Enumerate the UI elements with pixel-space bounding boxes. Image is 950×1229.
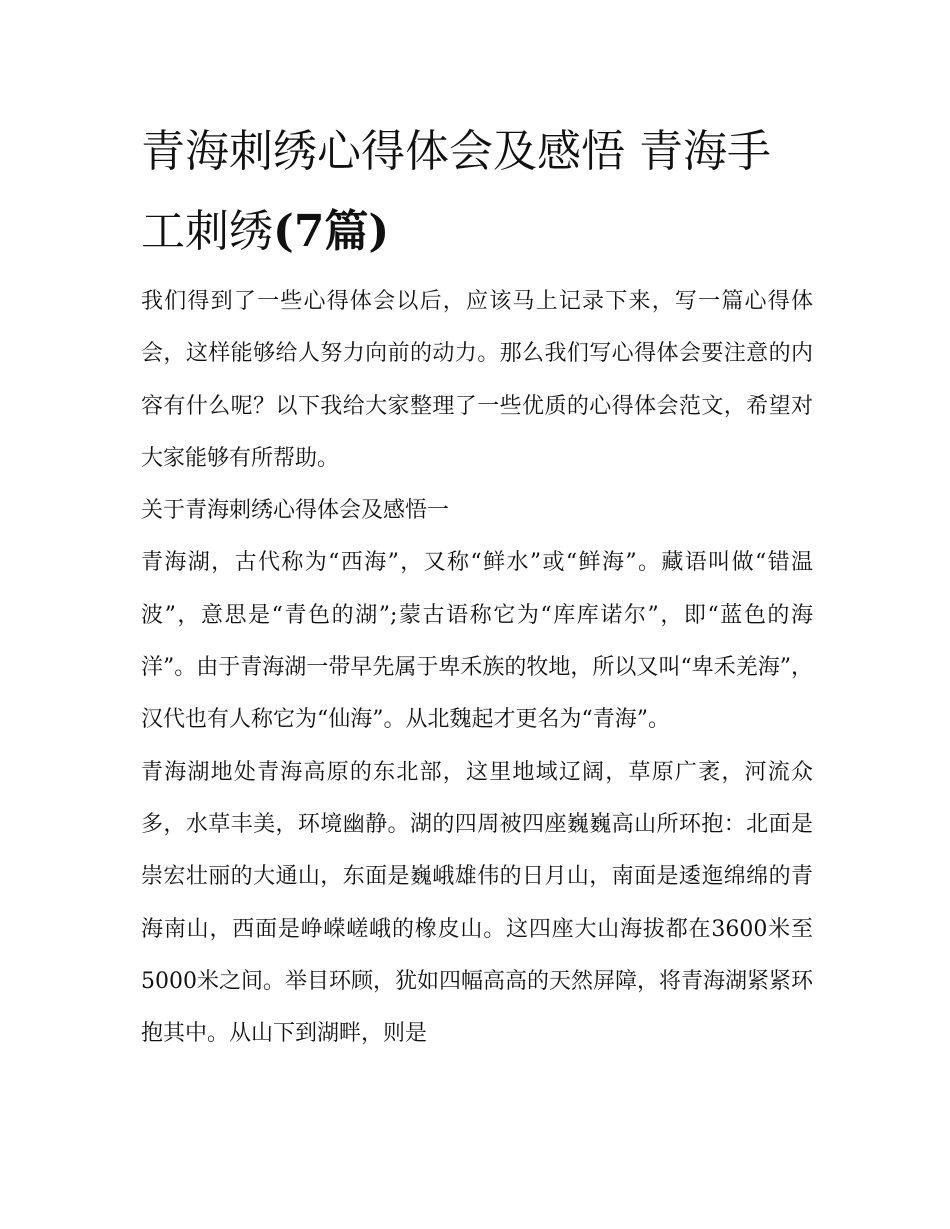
title-main-text: 青海刺绣心得体会及感悟 青海手工刺绣 [141, 126, 771, 257]
document-page [141, 112, 813, 1060]
body-paragraph: 青海湖，古代称为“西海”，又称“鲜水”或“鲜海”。藏语叫做“错温波”，意思是“青色的湖”;蒙古语称它为“库库诺尔”，即“蓝色的海洋”。由于青海湖一带早先属于卑禾族的牧地，所以又叫“卑禾羌海”，汉代也有人称它为“仙海”。从北魏起才更名为“青海”。 [141, 550, 813, 733]
document-title [141, 112, 813, 272]
intro-paragraph: 我们得到了一些心得体会以后，应该马上记录下来，写一篇心得体会，这样能够给人努力向前的动力。那么我们写心得体会要注意的内容有什么呢？以下我给大家整理了一些优质的心得体会范文，希望对大家能够有所帮助。 [141, 289, 813, 471]
title-count-text: (7篇) [273, 206, 390, 257]
section-heading: 关于青海刺绣心得体会及感悟一 [141, 498, 450, 524]
body-paragraph: 青海湖地处青海高原的东北部，这里地域辽阔，草原广袤，河流众多，水草丰美，环境幽静。湖的四周被四座巍巍高山所环抱：北面是崇宏壮丽的大通山，东面是巍峨雄伟的日月山，南面是逶迤绵绵的青海南山，西面是峥嵘嵯峨的橡皮山。这四座大山海拔都在3600米至5000米之间。举目环顾，犹如四幅高高的天然屏障，将青海湖紧紧环抱其中。从山下到湖畔，则是 [141, 759, 813, 1047]
